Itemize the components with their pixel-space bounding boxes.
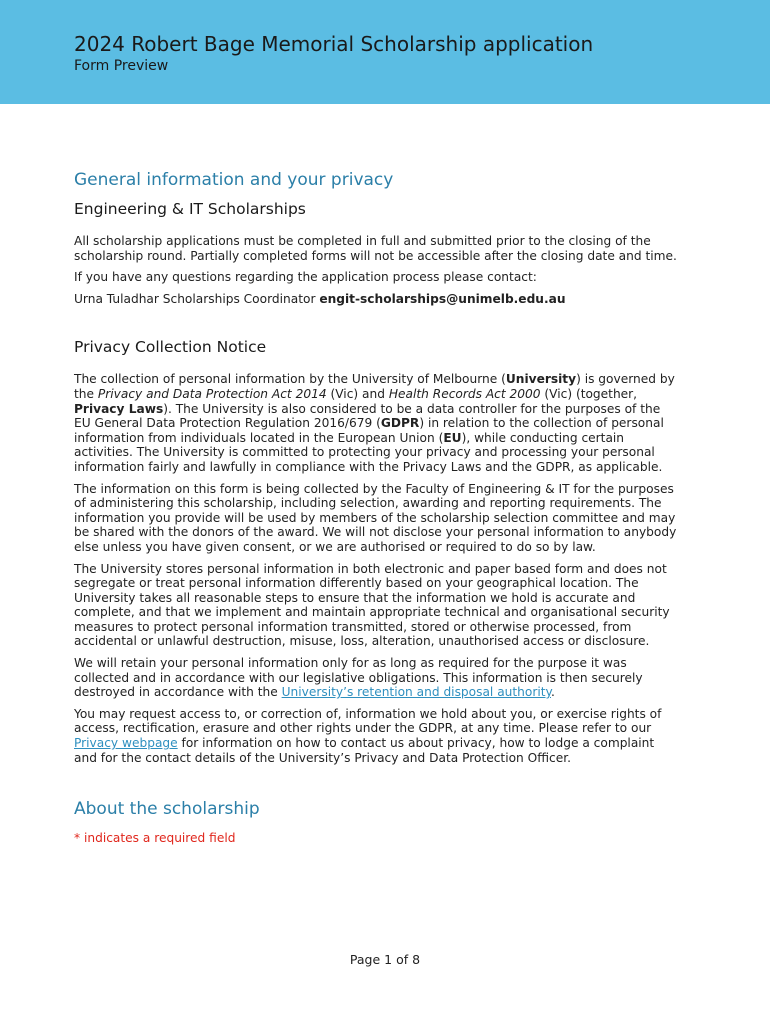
retention-disposal-authority-link[interactable]: University’s retention and disposal authority xyxy=(281,685,551,700)
general-information-heading: General information and your privacy xyxy=(74,170,394,190)
privacy-paragraph-2: The information on this form is being collected by the Faculty of Engineering & IT for the purposes of administering this scholarship, including selection, awarding and reporting requirements. The information you provide will be used by members of the scholarship selection committee and may be shared with the donors of the award. We will not disclose your personal information to anybody else unless you have given consent, or we are authorised or required to do so by law. xyxy=(74,481,677,554)
general-information-section xyxy=(74,170,678,306)
privacy-notice-heading: Privacy Collection Notice xyxy=(74,338,267,357)
page-number: Page 1 of 8 xyxy=(349,952,421,967)
form-title: 2024 Robert Bage Memorial Scholarship application xyxy=(74,32,594,56)
coordinator-contact-line xyxy=(74,292,678,307)
form-content xyxy=(74,170,678,845)
privacy-paragraph-5: You may request access to, or correction of, information we hold about you, or exercise rights of access, rectification, erasure and other rights under the GDPR, at any time. Please refer to our Privacy webpage for information on how to contact us about privacy, how to lodge a complaint and for the contact details of the University’s Privacy and Data Protection Officer. xyxy=(74,706,662,765)
privacy-webpage-link[interactable]: Privacy webpage xyxy=(74,736,178,751)
engineering-it-subheading: Engineering & IT Scholarships xyxy=(74,200,306,218)
application-completion-paragraph: All scholarship applications must be completed in full and submitted prior to the closing of the scholarship round. Partially completed forms will not be accessible after the closing date and time. xyxy=(74,234,677,263)
privacy-paragraph-1: The collection of personal information by the University of Melbourne (University) is governed by the Privacy and Data Protection Act 2014 (Vic) and Health Records Act 2000 (Vic) (together, Privacy Laws). The University is also considered to be a data controller for the purposes of the EU General Data Protection Regulation 2016/679 (GDPR) in relation to the collection of personal information from individuals located in the European Union (EU), while conducting certain activities. The University is committed to protecting your privacy and processing your personal information fairly and lawfully in compliance with the Privacy Laws and the GDPR, as applicable. xyxy=(74,372,675,474)
privacy-paragraph-3: The University stores personal information in both electronic and paper based form and does not segregate or treat personal information differently based on your geographical location. The University takes all reasonable steps to ensure that the information we hold is accurate and complete, and that we implement and maintain appropriate technical and organisational security measures to protect personal information transmitted, stored or otherwise processed, from accidental or unlawful destruction, misuse, loss, alteration, unauthorised access or disclosure. xyxy=(74,561,670,649)
privacy-notice-section xyxy=(74,338,678,765)
form-subtitle: Form Preview xyxy=(74,58,169,74)
questions-contact-paragraph: If you have any questions regarding the application process please contact: xyxy=(74,270,537,285)
header-banner xyxy=(0,0,770,104)
privacy-paragraph-4: We will retain your personal information only for as long as required for the purpose it was collected and in accordance with our legislative obligations. This information is then securely destroyed in accordance with the University’s retention and disposal authority. xyxy=(74,656,643,700)
about-scholarship-section xyxy=(74,799,678,845)
coordinator-email: engit-scholarships@unimelb.edu.au xyxy=(319,291,566,306)
coordinator-name: Urna Tuladhar Scholarships Coordinator xyxy=(74,291,320,306)
required-field-note: * indicates a required field xyxy=(74,831,236,846)
about-scholarship-heading: About the scholarship xyxy=(74,799,260,820)
